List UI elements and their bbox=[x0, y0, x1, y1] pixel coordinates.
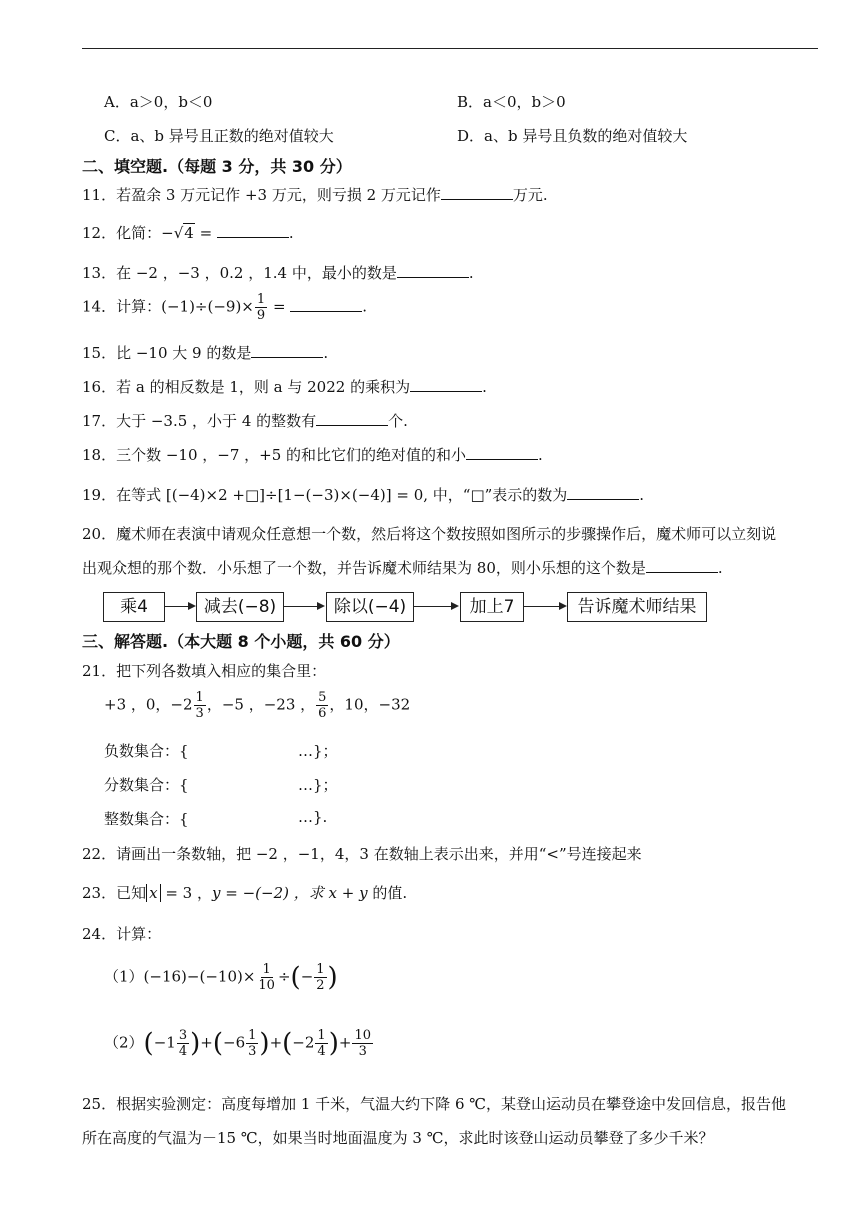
question-20-line2 bbox=[82, 557, 723, 578]
answer-blank[interactable] bbox=[316, 411, 388, 426]
expr: −1 bbox=[153, 1033, 176, 1052]
question-number: 22． bbox=[82, 845, 117, 863]
frac-den: 2 bbox=[316, 978, 325, 993]
set-negative-end: …}； bbox=[298, 742, 338, 760]
flow-step-multiply: 乘4 bbox=[103, 592, 165, 622]
header-rule bbox=[82, 48, 818, 49]
paren: ) bbox=[259, 1028, 270, 1059]
frac-den: 3 bbox=[248, 1044, 257, 1059]
question-number: 15． bbox=[82, 344, 117, 362]
option-d: D．a、b 异号且负数的绝对值较大 bbox=[457, 127, 688, 145]
frac-num: 3 bbox=[178, 1028, 188, 1043]
flow-step-add: 加上7 bbox=[460, 592, 524, 622]
fraction bbox=[194, 690, 206, 721]
paren: ) bbox=[327, 962, 338, 993]
set-fraction-end: …}； bbox=[298, 776, 338, 794]
frac-den: 3 bbox=[195, 706, 204, 721]
radicand: 4 bbox=[184, 224, 194, 242]
question-text: 的值. bbox=[367, 884, 408, 902]
question-22 bbox=[82, 843, 642, 864]
question-13 bbox=[82, 262, 474, 283]
question-text: 比 −10 大 9 的数是 bbox=[116, 344, 252, 362]
option-a: A．a＞0，b＜0 bbox=[104, 93, 213, 111]
set-integer-end: …}. bbox=[298, 808, 328, 826]
expr: (−16)−(−10)× bbox=[143, 967, 256, 986]
question-number: 13． bbox=[82, 264, 117, 282]
flow-step-divide: 除以(−4) bbox=[326, 592, 414, 622]
expr: (−1)÷(−9)× bbox=[161, 297, 254, 316]
answer-blank[interactable] bbox=[217, 223, 289, 238]
expr: + bbox=[269, 1033, 283, 1052]
question-23 bbox=[82, 882, 407, 903]
expr: + bbox=[200, 1033, 213, 1052]
set-fraction-label: 分数集合：{ bbox=[104, 776, 189, 794]
frac-den: 4 bbox=[178, 1044, 188, 1059]
set-integer-label: 整数集合：{ bbox=[104, 810, 189, 828]
question-18 bbox=[82, 444, 543, 465]
frac-num: 1 bbox=[256, 292, 266, 307]
question-number: 14． bbox=[82, 297, 117, 316]
question-number: 20． bbox=[82, 525, 117, 543]
frac-num: 1 bbox=[317, 1028, 326, 1043]
answer-blank[interactable] bbox=[646, 558, 718, 573]
question-14 bbox=[82, 292, 367, 323]
expr-equals: = bbox=[194, 224, 217, 242]
question-text: 大于 −3.5 ，小于 4 的整数有 bbox=[116, 412, 317, 430]
expr: + bbox=[338, 1033, 352, 1052]
frac-num: 5 bbox=[318, 690, 327, 705]
set-negative-label: 负数集合：{ bbox=[104, 742, 189, 760]
question-19 bbox=[82, 484, 644, 505]
paren: ( bbox=[290, 962, 301, 993]
question-tail: . bbox=[639, 486, 645, 504]
frac-den: 9 bbox=[256, 308, 266, 323]
section-title-solve: 三、解答题.（本大题 8 个小题，共 60 分） bbox=[82, 632, 400, 651]
question-number: 11． bbox=[82, 186, 117, 204]
frac-num: 1 bbox=[262, 962, 271, 977]
question-11 bbox=[82, 184, 548, 205]
question-tail: . bbox=[288, 224, 294, 242]
question-text: 若 a 的相反数是 1，则 a 与 2022 的乘积为 bbox=[116, 378, 411, 396]
flow-arrow bbox=[523, 606, 565, 607]
flow-arrow bbox=[283, 606, 323, 607]
question-tail: . bbox=[468, 264, 474, 282]
question-15 bbox=[82, 342, 328, 363]
question-25-line2: 所在高度的气温为－15 ℃，如果当时地面温度为 3 ℃，求此时该登山运动员攀登了多少千米？ bbox=[82, 1129, 714, 1147]
question-text: 计算： bbox=[116, 925, 162, 943]
question-text: 把下列各数填入相应的集合里： bbox=[116, 662, 327, 680]
expr-equals: = bbox=[268, 297, 291, 316]
paren: ) bbox=[328, 1028, 339, 1059]
paren: ( bbox=[143, 1028, 154, 1059]
flow-step-subtract: 减去(−8) bbox=[196, 592, 284, 622]
question-16 bbox=[82, 376, 487, 397]
frac-num: 1 bbox=[195, 690, 204, 705]
fraction bbox=[352, 1028, 373, 1059]
answer-blank[interactable] bbox=[251, 343, 323, 358]
question-number: 16． bbox=[82, 378, 117, 396]
question-number: 24． bbox=[82, 925, 117, 943]
expr: −2 bbox=[292, 1033, 315, 1052]
question-tail: . bbox=[323, 344, 329, 362]
question-12 bbox=[82, 222, 294, 243]
sqrt-sign: √ bbox=[173, 224, 184, 242]
question-text: 三个数 −10 ，−7 ，+5 的和比它们的绝对值的和小 bbox=[116, 446, 467, 464]
frac-den: 3 bbox=[358, 1044, 367, 1059]
option-c: C．a、b 异号且正数的绝对值较大 bbox=[104, 127, 334, 145]
answer-blank[interactable] bbox=[441, 185, 513, 200]
fraction bbox=[246, 1028, 258, 1059]
answer-blank[interactable] bbox=[290, 297, 362, 312]
numbers-part: +3 ，0，−2 bbox=[104, 695, 193, 714]
frac-num: 1 bbox=[316, 962, 325, 977]
frac-den: 4 bbox=[317, 1044, 326, 1059]
question-20-line1 bbox=[82, 523, 776, 544]
question-text: 化简： bbox=[116, 224, 162, 242]
paren: ) bbox=[190, 1028, 201, 1059]
question-text: 魔术师在表演中请观众任意想一个数，然后将这个数按照如图所示的步骤操作后，魔术师可以立刻说 bbox=[116, 525, 777, 543]
option-b: B．a＜0，b＞0 bbox=[457, 93, 566, 111]
expr: x + y bbox=[328, 884, 368, 902]
numbers-part: ，−5 ，−23 ， bbox=[206, 695, 316, 714]
expr: y = −(−2) ，求 bbox=[212, 884, 329, 902]
question-text: 计算： bbox=[116, 297, 162, 316]
question-tail: 万元. bbox=[512, 186, 548, 204]
question-tail: 个. bbox=[388, 412, 408, 430]
fraction bbox=[316, 690, 328, 721]
answer-blank[interactable] bbox=[567, 485, 639, 500]
question-number: 21． bbox=[82, 662, 117, 680]
numbers-part: ，10，−32 bbox=[329, 695, 411, 714]
abs-x: x bbox=[146, 884, 160, 902]
question-number: 17． bbox=[82, 412, 117, 430]
answer-blank[interactable] bbox=[397, 263, 469, 278]
q24-part2 bbox=[104, 1028, 374, 1059]
expr: −6 bbox=[223, 1033, 246, 1052]
question-number: 25． bbox=[82, 1095, 117, 1113]
q21-numbers bbox=[104, 690, 410, 721]
question-text: 请画出一条数轴，把 −2 ，−1，4，3 在数轴上表示出来，并用“<”号连接起来 bbox=[116, 845, 642, 863]
fraction bbox=[314, 962, 326, 993]
frac-den: 10 bbox=[258, 978, 275, 993]
paren: ( bbox=[212, 1028, 223, 1059]
question-text: 若盈余 3 万元记作 +3 万元，则亏损 2 万元记作 bbox=[116, 186, 441, 204]
question-number: 18． bbox=[82, 446, 117, 464]
flow-step-result: 告诉魔术师结果 bbox=[567, 592, 707, 622]
fraction bbox=[177, 1028, 189, 1059]
section-title-fill-in: 二、填空题.（每题 3 分，共 30 分） bbox=[82, 157, 352, 176]
fraction bbox=[255, 292, 267, 323]
question-number: 12． bbox=[82, 224, 117, 242]
fraction bbox=[256, 962, 277, 993]
question-text: 在等式 [(−4)×2 +□]÷[1−(−3)×(−4)] = 0, 中，“□”表示的数为 bbox=[116, 486, 568, 504]
expr: − bbox=[300, 967, 314, 986]
question-text: 在 −2 ，−3 ，0.2 ，1.4 中，最小的数是 bbox=[116, 264, 397, 282]
question-tail: . bbox=[717, 559, 723, 577]
question-17 bbox=[82, 410, 408, 431]
paren: ( bbox=[282, 1028, 293, 1059]
question-text: 根据实验测定：高度每增加 1 千米，气温大约下降 6 ℃，某登山运动员在攀登途中发回信息，报告他 bbox=[116, 1095, 787, 1113]
answer-blank[interactable] bbox=[466, 445, 538, 460]
expr: = 3 ， bbox=[160, 884, 212, 902]
expr-minus: − bbox=[161, 224, 174, 242]
question-text: 已知 bbox=[116, 884, 147, 902]
answer-blank[interactable] bbox=[410, 377, 482, 392]
part-label: （2） bbox=[104, 1033, 144, 1052]
expr: ÷ bbox=[277, 967, 291, 986]
flow-arrow bbox=[164, 606, 194, 607]
frac-den: 6 bbox=[318, 706, 327, 721]
question-tail: . bbox=[538, 446, 543, 464]
fraction bbox=[315, 1028, 327, 1059]
question-25-line1 bbox=[82, 1093, 786, 1114]
q24-part1 bbox=[104, 962, 338, 993]
flow-arrow bbox=[413, 606, 457, 607]
question-tail: . bbox=[362, 297, 368, 316]
question-tail: . bbox=[482, 378, 487, 396]
question-21 bbox=[82, 660, 326, 681]
part-label: （1） bbox=[104, 967, 144, 986]
frac-num: 1 bbox=[248, 1028, 257, 1043]
question-24 bbox=[82, 923, 161, 944]
question-number: 23． bbox=[82, 884, 117, 902]
question-text: 出观众想的那个数．小乐想了一个数，并告诉魔术师结果为 80，则小乐想的这个数是 bbox=[82, 559, 646, 577]
question-number: 19． bbox=[82, 486, 117, 504]
frac-num: 10 bbox=[354, 1028, 371, 1043]
